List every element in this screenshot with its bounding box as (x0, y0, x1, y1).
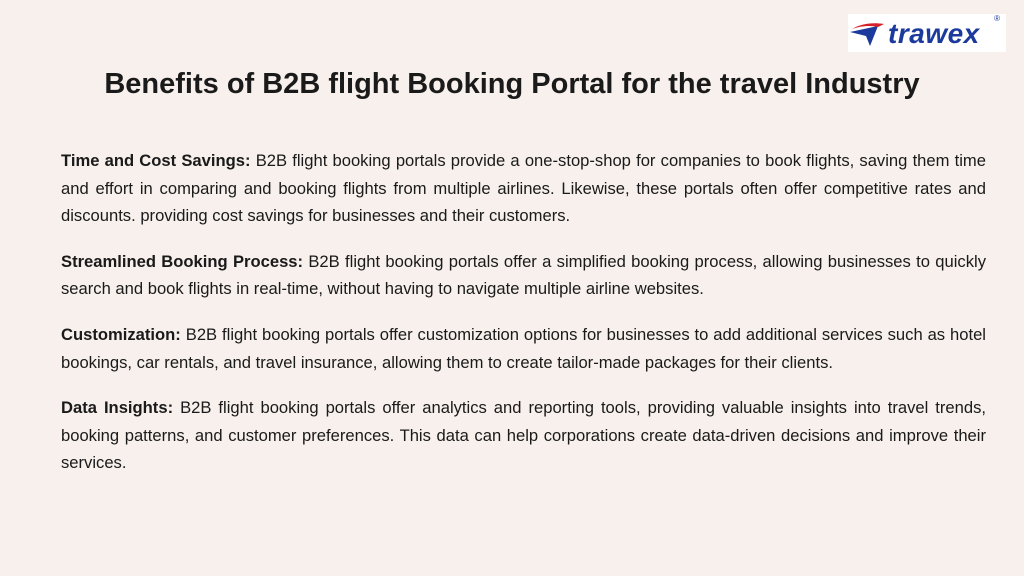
benefit-label: Time and Cost Savings: (61, 151, 251, 170)
benefit-label: Customization: (61, 324, 181, 344)
benefit-label: Data Insights: (61, 398, 174, 418)
benefit-customization (61, 321, 986, 376)
page-title: Benefits of B2B flight Booking Portal for the travel Industry (104, 68, 920, 100)
benefit-label: Streamlined Booking Process: (61, 251, 304, 271)
benefit-time-cost (61, 147, 986, 230)
plane-swoosh-icon (848, 18, 886, 48)
benefit-text: B2B flight booking portals offer a simplified booking process, allowing businesses to quickly search and book flights in real-time, without having to navigate multiple airline websites. (61, 251, 986, 299)
benefit-text: B2B flight booking portals provide a one-stop-shop for companies to book flights, saving them time and effort in comparing and booking flights from multiple airlines. Likewise, these portals often offer competitive rates and discounts. providing cost savings for businesses and their customers. (61, 151, 986, 226)
benefit-streamlined-booking (61, 248, 986, 303)
benefit-data-insights (61, 394, 986, 477)
logo-wordmark: trawex (888, 18, 980, 49)
benefits-content (61, 147, 986, 495)
trawex-logo (848, 14, 1006, 52)
registered-mark: ® (994, 14, 1000, 23)
benefit-text: B2B flight booking portals offer customization options for businesses to add additional services such as hotel bookings, car rentals, and travel insurance, allowing them to create tailor-made packages for their clients. (61, 324, 986, 372)
benefit-text: B2B flight booking portals offer analytics and reporting tools, providing valuable insights into travel trends, booking patterns, and customer preferences. This data can help corporations create data-driven decisions and improve their services. (61, 398, 986, 473)
